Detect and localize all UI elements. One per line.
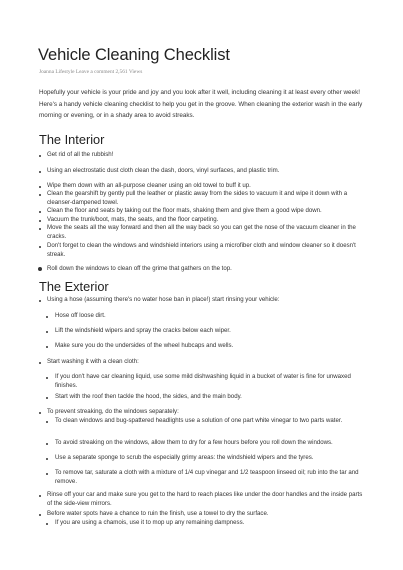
interior-heading: The Interior [39,132,105,147]
bullet-icon [39,220,41,222]
bullet-icon [46,397,48,399]
bullet-icon [39,171,41,173]
bullet-icon [39,412,41,414]
list-item: If you are using a chamois, use it to mop up any remaining dampness. [55,519,245,526]
list-item: Clean the floor and seats by taking out the floor mats, shaking them and give them a good wipe down. [47,207,322,214]
list-item: Rinse off your car and make sure you get to the hard to reach places like under the door handles and the inside parts of the side-view mirrors. [47,491,363,507]
bullet-icon [39,300,41,302]
list-item: Use a separate sponge to scrub the especially grimy areas: the windshield wipers and the tyres. [55,454,314,461]
bullet-icon [39,246,41,248]
bullet-icon [46,523,48,525]
list-item: To avoid streaking on the windows, allow them to dry for a few hours before you roll down the windows. [55,439,333,446]
bullet-icon [39,194,41,196]
bullet-icon [39,514,41,516]
page-title: Vehicle Cleaning Checklist [38,46,230,64]
list-item: If you don't have car cleaning liquid, use some mild dishwashing liquid in a bucket of water is fine for unwaxed finishes. [55,373,351,389]
bullet-icon [39,495,41,497]
bullet-icon [38,267,42,271]
bullet-icon [46,421,48,423]
bullet-icon [46,331,48,333]
list-item: Get rid of all the rubbish! [47,151,114,158]
bullet-icon [39,211,41,213]
byline: Joanna Lifestyle Leave a comment 2,561 Views [39,69,143,75]
bullet-icon [46,458,48,460]
bullet-icon [39,155,41,157]
intro-paragraph: Hopefully your vehicle is your pride and joy and you look after it well, including cleaning it at least every other week! Here's a handy vehicle cleaning checklist to help you get in the groove. When cleaning the exterior wash in the early morning or evening, or in a shady area to avoid streaks. [39,89,363,120]
bullet-icon [39,186,41,188]
bullet-icon [46,346,48,348]
bullet-icon [46,443,48,445]
list-item: Using a hose (assuming there's no water hose ban in place!) start rinsing your vehicle: [47,296,280,303]
list-item: To prevent streaking, do the windows separately: [47,408,179,415]
bullet-icon [46,377,48,379]
exterior-heading: The Exterior [39,279,109,294]
list-item: Before water spots have a chance to ruin the finish, use a towel to dry the surface. [47,510,269,517]
list-item: Start washing it with a clean cloth: [47,358,139,365]
list-item: To remove tar, saturate a cloth with a mixture of 1/4 cup vinegar and 1/2 teaspoon linseed oil; rub into the tar and remove. [55,469,359,485]
bullet-icon [39,362,41,364]
bullet-icon [39,228,41,230]
bullet-icon [46,473,48,475]
list-item: Hose off loose dirt. [55,312,106,319]
list-item: Lift the windshield wipers and spray the cracks below each wiper. [55,327,231,334]
list-item: Wipe them down with an all-purpose cleaner using an old towel to buff it up. [47,182,251,189]
list-item: Make sure you do the undersides of the wheel hubcaps and wells. [55,342,234,349]
list-item: Using an electrostatic dust cloth clean the dash, doors, vinyl surfaces, and plastic trim. [47,167,280,174]
list-item: Don't forget to clean the windows and windshield interiors using a microfiber cloth and window cleaner so it doesn't streak. [47,242,356,258]
list-item: Start with the roof then tackle the hood, the sides, and the main body. [55,393,242,400]
bullet-icon [46,316,48,318]
list-item: Roll down the windows to clean off the grime that gathers on the top. [47,265,232,272]
list-item: To clean windows and bug-spattered headlights use a solution of one part white vinegar to two parts water. [55,417,343,424]
list-item: Move the seats all the way forward and then all the way back so you can get the nose of the vacuum cleaner in the cracks. [47,224,356,240]
list-item: Clean the gearshift by gently pull the leather or plastic away from the sides to vacuum it and wipe it down with a cleanser-dampened towel. [47,190,348,206]
list-item: Vacuum the trunk/boot, mats, the seats, and the floor carpeting. [47,216,219,223]
